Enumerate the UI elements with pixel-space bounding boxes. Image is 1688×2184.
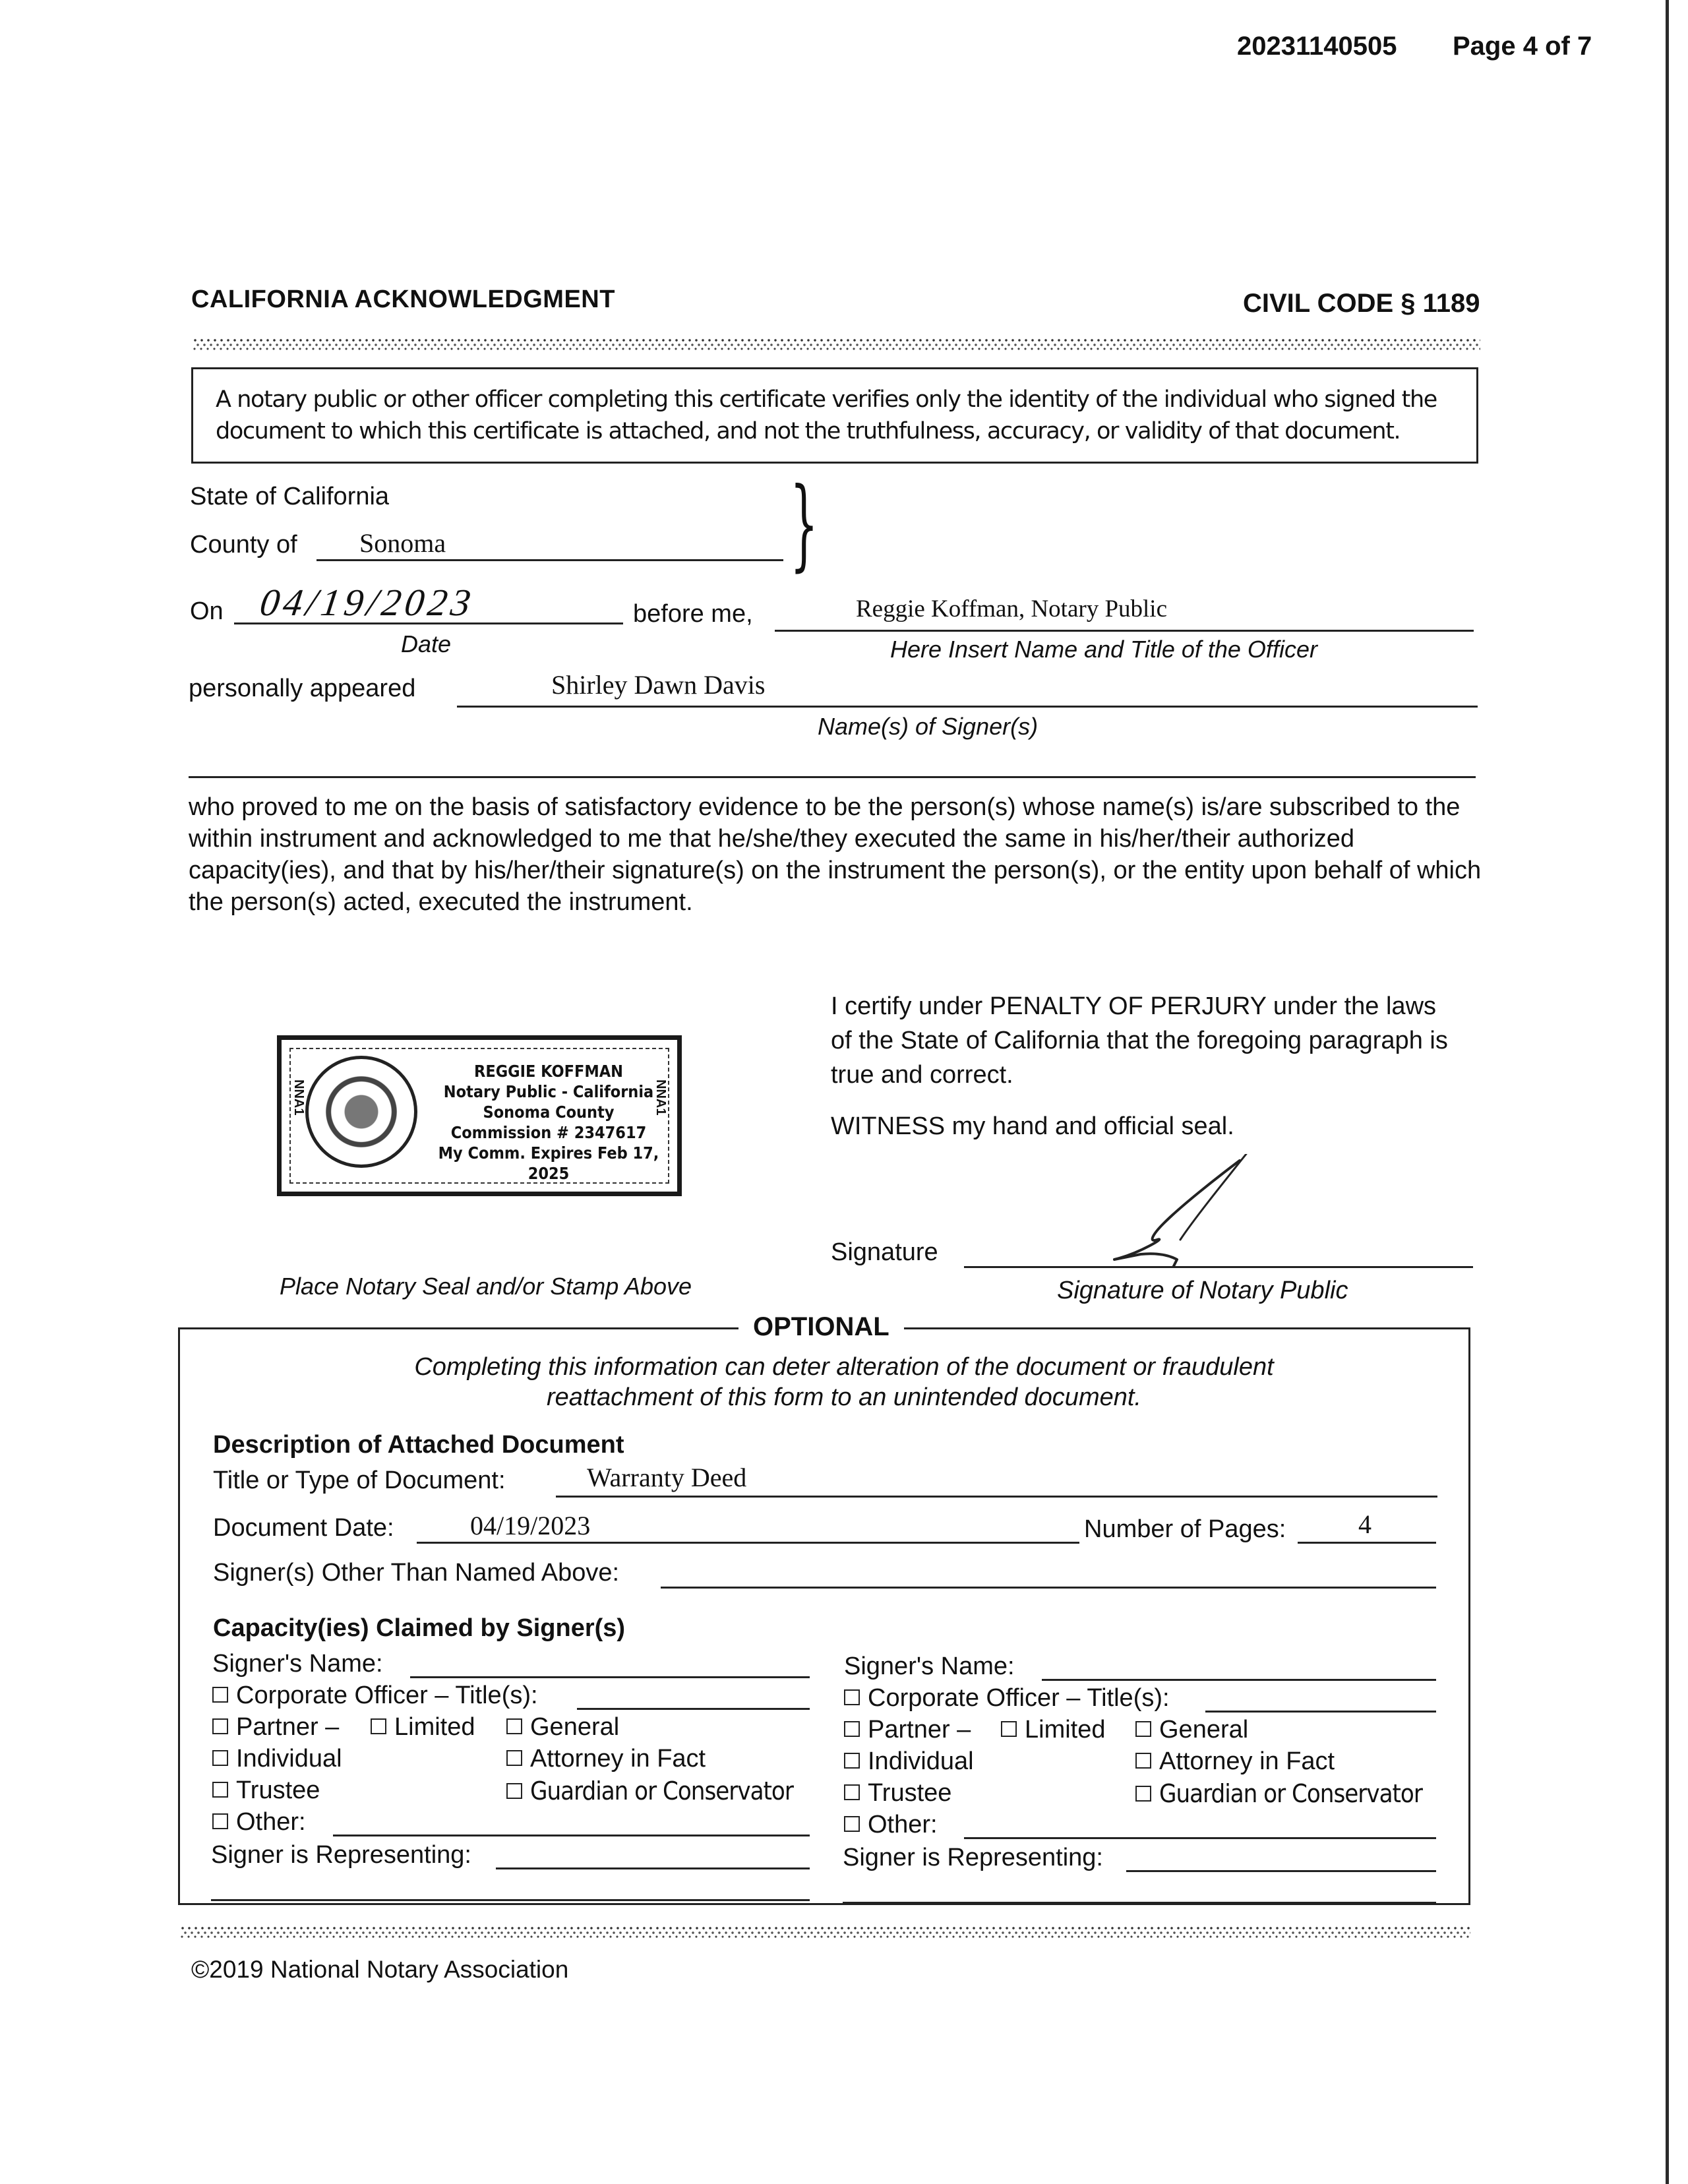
notice-text: A notary public or other officer completing this certificate verifies only the identity of the individual who signed the document to which this certificate is attached, and not the truthfulness, accuracy, or validity of that document. xyxy=(216,386,1437,444)
county-value[interactable]: Sonoma xyxy=(359,528,446,558)
page-edge xyxy=(1666,0,1669,2184)
signer2-general[interactable]: General xyxy=(1135,1716,1248,1744)
signer1-individual[interactable]: Individual xyxy=(212,1745,342,1773)
signer2-name-label: Signer's Name: xyxy=(844,1653,1015,1680)
checkbox[interactable] xyxy=(212,1718,228,1734)
seal-side-code-left: NNA1 xyxy=(291,1079,306,1116)
signer1-corporate[interactable]: Corporate Officer – Title(s): xyxy=(212,1682,538,1710)
checkbox[interactable] xyxy=(212,1687,228,1703)
signer2-extra-line xyxy=(843,1902,1436,1904)
checkbox[interactable] xyxy=(1135,1753,1151,1769)
signer-extra-line xyxy=(189,776,1476,778)
signer1-title-line xyxy=(577,1708,810,1710)
signer2-title-line xyxy=(1205,1711,1436,1713)
certify-statement: I certify under PENALTY OF PERJURY under the laws of the State of California that the foregoing paragraph is true and correct. xyxy=(831,992,1448,1089)
date-value[interactable]: 04/19/2023 xyxy=(257,581,477,624)
seal-side-code-right: NNA1 xyxy=(653,1079,668,1116)
signer-line xyxy=(457,706,1478,708)
acknowledgment-paragraph: who proved to me on the basis of satisfactory evidence to be the person(s) whose name(s) is/are subscribed to the within instrument and acknowledged to me that he/she/they executed the same in his/her/their authorized capacity(ies), and that by his/her/their signature(s) on the instrument the person(s), or the entity upon behalf of which the person(s) acted, executed the instrument. xyxy=(189,793,1482,916)
county-line xyxy=(316,559,783,561)
document-number: 20231140505 xyxy=(1237,32,1397,61)
signer1-name-label: Signer's Name: xyxy=(212,1650,383,1678)
seal-line: REGGIE KOFFMAN xyxy=(474,1062,623,1081)
seal-text xyxy=(423,1061,674,1184)
checkbox[interactable] xyxy=(371,1718,386,1734)
signer1-other-line xyxy=(333,1835,810,1836)
signer1-representing: Signer is Representing: xyxy=(211,1841,471,1869)
signer2-other[interactable]: Other: xyxy=(844,1811,938,1839)
seal-caption: Place Notary Seal and/or Stamp Above xyxy=(280,1273,692,1300)
signer2-representing-line xyxy=(1126,1870,1436,1872)
pages-label: Number of Pages: xyxy=(1084,1515,1286,1543)
county-label: County of xyxy=(190,531,297,559)
pages-line xyxy=(1298,1542,1436,1544)
notary-seal xyxy=(277,1035,682,1196)
checkbox[interactable] xyxy=(212,1782,228,1798)
officer-caption: Here Insert Name and Title of the Officer xyxy=(890,636,1317,663)
seal-line: Sonoma County xyxy=(483,1103,615,1122)
signer1-name-line xyxy=(410,1676,810,1678)
doc-type-value[interactable]: Warranty Deed xyxy=(587,1463,747,1492)
signer2-other-line xyxy=(964,1837,1436,1839)
witness-statement: WITNESS my hand and official seal. xyxy=(831,1112,1234,1140)
notice-box xyxy=(191,367,1478,464)
page-label: Page 4 of 7 xyxy=(1453,32,1592,61)
checkbox[interactable] xyxy=(1135,1786,1151,1802)
signer1-trustee[interactable]: Trustee xyxy=(212,1776,320,1805)
doc-date-line xyxy=(417,1542,1079,1544)
copyright-footer: ©2019 National Notary Association xyxy=(191,1956,569,1983)
before-label: before me, xyxy=(633,600,753,628)
doc-date-label: Document Date: xyxy=(213,1514,394,1542)
signer2-individual[interactable]: Individual xyxy=(844,1747,974,1776)
checkbox[interactable] xyxy=(844,1689,860,1705)
state-label: State of California xyxy=(190,483,390,510)
signer-value[interactable]: Shirley Dawn Davis xyxy=(551,670,766,700)
checkbox[interactable] xyxy=(844,1753,860,1769)
pages-value[interactable]: 4 xyxy=(1358,1509,1372,1539)
doc-date-value[interactable]: 04/19/2023 xyxy=(470,1511,591,1540)
top-border-band xyxy=(193,338,1480,352)
venue-brace: } xyxy=(790,467,818,582)
signer2-trustee[interactable]: Trustee xyxy=(844,1779,951,1807)
description-heading: Description of Attached Document xyxy=(213,1431,624,1459)
checkbox[interactable] xyxy=(212,1750,228,1766)
signer1-general[interactable]: General xyxy=(506,1713,619,1742)
signature-label: Signature xyxy=(831,1238,938,1266)
on-label: On xyxy=(190,597,224,625)
doc-type-line xyxy=(556,1496,1437,1498)
bottom-border-band xyxy=(181,1926,1470,1940)
officer-value[interactable]: Reggie Koffman, Notary Public xyxy=(856,595,1168,622)
form-title: CALIFORNIA ACKNOWLEDGMENT xyxy=(191,286,615,313)
appeared-label: personally appeared xyxy=(189,675,416,702)
signer1-extra-line xyxy=(211,1899,810,1901)
checkbox[interactable] xyxy=(506,1718,522,1734)
signature-caption: Signature of Notary Public xyxy=(1057,1277,1348,1304)
optional-intro: Completing this information can deter alteration of the document or fraudulent reattachment of this form to an unintended document. xyxy=(414,1353,1274,1411)
date-caption: Date xyxy=(401,630,452,657)
signer2-representing: Signer is Representing: xyxy=(843,1844,1103,1871)
checkbox[interactable] xyxy=(506,1750,522,1766)
checkbox[interactable] xyxy=(1001,1721,1017,1737)
checkbox[interactable] xyxy=(844,1721,860,1737)
checkbox[interactable] xyxy=(212,1813,228,1829)
signer1-limited[interactable]: Limited xyxy=(371,1713,475,1742)
doc-type-label: Title or Type of Document: xyxy=(213,1467,506,1494)
signer2-limited[interactable]: Limited xyxy=(1001,1716,1106,1744)
checkbox[interactable] xyxy=(844,1784,860,1800)
signer2-corporate[interactable]: Corporate Officer – Title(s): xyxy=(844,1684,1170,1713)
signer1-other[interactable]: Other: xyxy=(212,1808,306,1836)
checkbox[interactable] xyxy=(506,1783,522,1799)
notary-signature xyxy=(1101,1154,1259,1269)
seal-line: My Comm. Expires Feb 17, 2025 xyxy=(438,1143,659,1183)
other-signers-label: Signer(s) Other Than Named Above: xyxy=(213,1559,620,1587)
signer1-attorney[interactable]: Attorney in Fact xyxy=(506,1745,706,1773)
signer1-representing-line xyxy=(496,1867,810,1869)
capacity-heading: Capacity(ies) Claimed by Signer(s) xyxy=(213,1614,626,1642)
signer2-attorney[interactable]: Attorney in Fact xyxy=(1135,1747,1335,1776)
signer2-partner[interactable]: Partner – xyxy=(844,1716,971,1744)
signer1-guardian[interactable]: Guardian or Conservator xyxy=(506,1776,793,1805)
checkbox[interactable] xyxy=(844,1816,860,1832)
state-seal-emblem xyxy=(305,1056,417,1168)
other-signers-line xyxy=(661,1587,1436,1589)
signer1-partner[interactable]: Partner – xyxy=(212,1713,339,1742)
civil-code: CIVIL CODE § 1189 xyxy=(1243,289,1480,318)
optional-label: OPTIONAL xyxy=(738,1312,904,1342)
checkbox[interactable] xyxy=(1135,1721,1151,1737)
officer-line xyxy=(775,630,1474,632)
signer-caption: Name(s) of Signer(s) xyxy=(818,713,1039,740)
seal-line: Notary Public - California xyxy=(443,1082,654,1101)
seal-line: Commission # 2347617 xyxy=(450,1123,647,1142)
signer2-name-line xyxy=(1042,1679,1436,1681)
signer2-guardian[interactable]: Guardian or Conservator xyxy=(1135,1779,1422,1808)
